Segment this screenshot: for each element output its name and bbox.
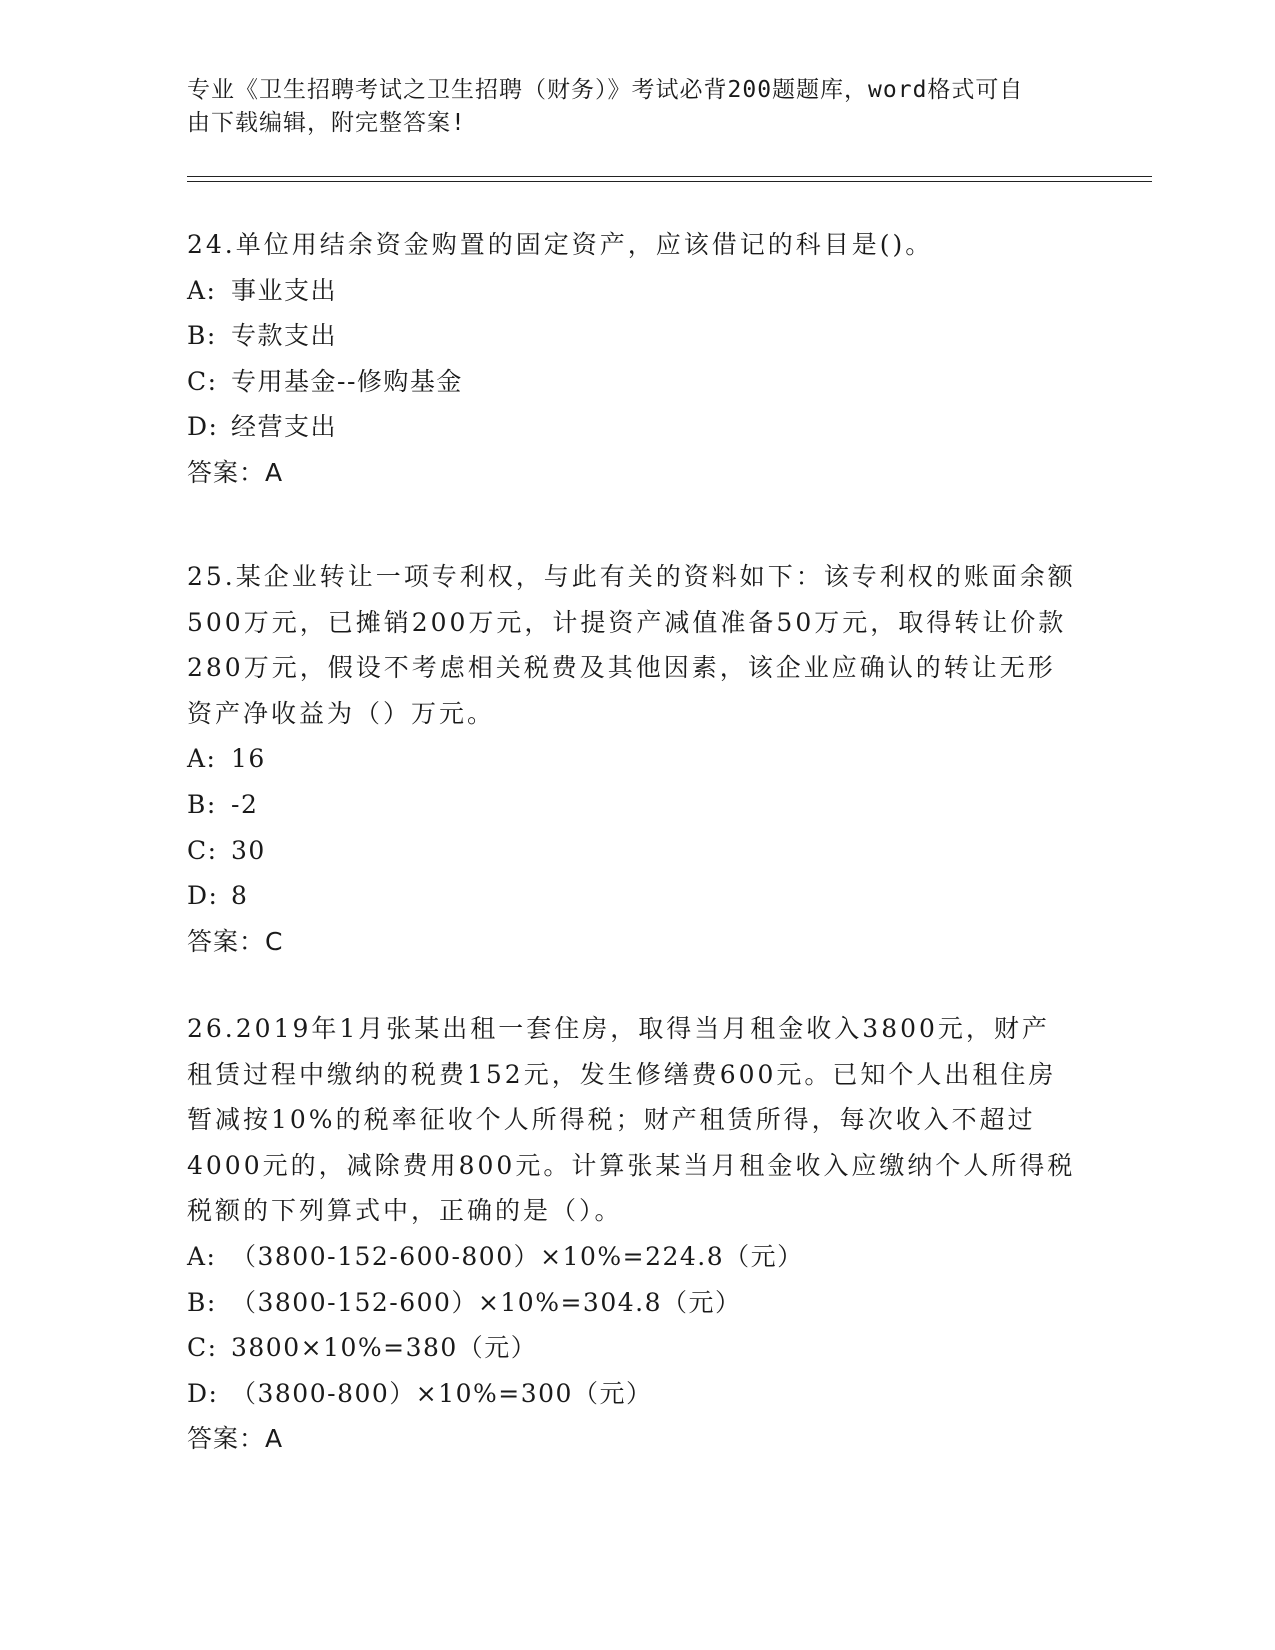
document-intro [187, 74, 1067, 140]
option-c [187, 1325, 1077, 1371]
option-a [187, 268, 1077, 314]
option-c [187, 828, 1077, 874]
option-letter: D: [187, 1378, 219, 1408]
option-b [187, 313, 1077, 359]
header-divider-bottom [187, 181, 1152, 182]
question-stem: 26.2019年1月张某出租一套住房，取得当月租金收入3800元，财产租赁过程中缴纳的税费152元，发生修缮费600元。已知个人出租住房暂减按10%的税率征收个人所得税；财产租赁所得，每次收入不超过4000元的，减除费用800元。计算张某当月租金收入应缴纳个人所得税税额的下列算式中，正确的是（）。 [187, 1014, 1076, 1226]
option-text: 专用基金--修购基金 [231, 366, 463, 396]
option-letter: A: [187, 275, 217, 305]
header-divider-top [187, 176, 1152, 177]
option-letter: C: [187, 366, 218, 396]
option-d [187, 404, 1077, 450]
option-d [187, 873, 1077, 919]
option-text: 16 [231, 744, 266, 774]
option-letter: C: [187, 835, 218, 865]
answer-label: 答案：A [187, 1424, 284, 1454]
option-b [187, 1280, 1077, 1326]
option-text: -2 [231, 789, 259, 819]
option-text: 30 [231, 835, 266, 865]
question-24 [187, 222, 1077, 496]
option-letter: B: [187, 1287, 217, 1317]
option-letter: D: [187, 881, 219, 911]
option-letter: D: [187, 412, 219, 442]
option-d [187, 1371, 1077, 1417]
question-26 [187, 1006, 1077, 1462]
option-letter: B: [187, 789, 217, 819]
option-text: （3800-152-600-800）×10%=224.8（元） [231, 1241, 804, 1271]
option-text: 3800×10%=380（元） [231, 1333, 538, 1363]
option-text: （3800-800）×10%=300（元） [231, 1378, 653, 1408]
option-text: 专款支出 [231, 321, 338, 351]
option-letter: A: [187, 744, 217, 774]
intro-line-2: 由下载编辑，附完整答案! [187, 110, 466, 136]
intro-line-1: 专业《卫生招聘考试之卫生招聘（财务）》考试必背200题题库，word格式可自 [187, 77, 1024, 103]
option-c [187, 359, 1077, 405]
option-letter: B: [187, 321, 217, 351]
option-text: 事业支出 [231, 275, 338, 305]
option-a [187, 1234, 1077, 1280]
question-25 [187, 554, 1077, 964]
question-stem: 25.某企业转让一项专利权，与此有关的资料如下：该专利权的账面余额500万元，已摊销200万元，计提资产减值准备50万元，取得转让价款280万元，假设不考虑相关税费及其他因素，该企业应确认的转让无形资产净收益为（）万元。 [187, 562, 1076, 728]
option-b [187, 782, 1077, 828]
option-text: （3800-152-600）×10%=304.8（元） [231, 1287, 742, 1317]
answer-label: 答案：C [187, 926, 284, 956]
answer-label: 答案：A [187, 457, 284, 487]
option-text: 经营支出 [231, 412, 338, 442]
option-letter: C: [187, 1333, 218, 1363]
option-letter: A: [187, 1241, 217, 1271]
question-stem: 24.单位用结余资金购置的固定资产，应该借记的科目是()。 [187, 230, 934, 259]
option-a [187, 736, 1077, 782]
option-text: 8 [231, 881, 249, 911]
